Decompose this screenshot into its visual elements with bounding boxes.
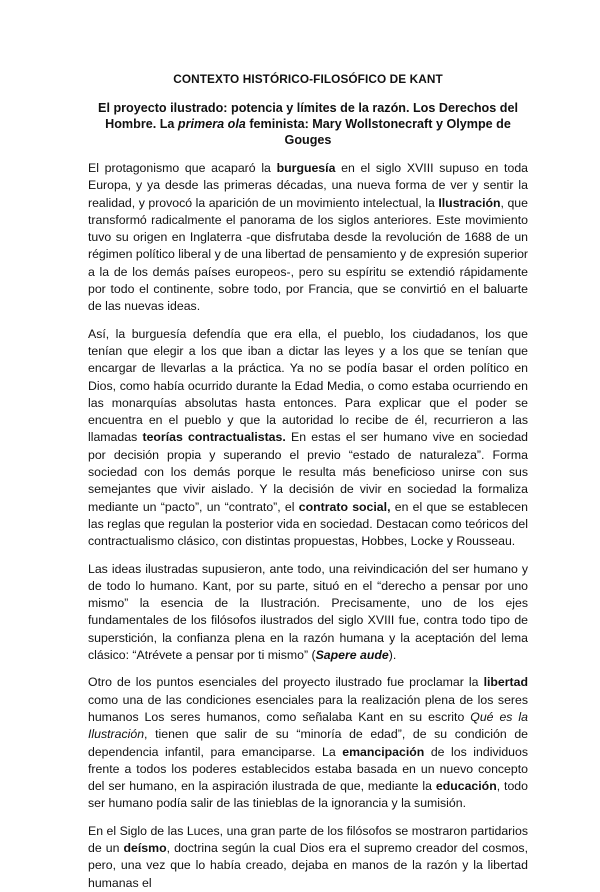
p4-bold-educacion: educación bbox=[435, 779, 497, 794]
paragraph-deismo bbox=[88, 823, 528, 892]
subtitle-text-b: feminista: Mary Wollstonecraft y Olympe de Gouges bbox=[245, 117, 511, 147]
p2-bold-teorias: teorías contractualistas. bbox=[142, 430, 286, 445]
p1-text-3: , que transformó radicalmente el panorama de los siglos anteriores. Este movimiento tuvo su origen en Inglaterra -que disfrutaba desde la revolución de 1688 de un régimen político liberal y de una libertad de pensamiento y de expresión superior a la de los demás países europeos-, pero su espíritu se extendió rápidamente por todo el continente, sobre todo, por Francia, que se convirtió en el baluarte de las nuevas ideas. bbox=[88, 195, 528, 314]
p4-text-4: de los individuos frente a todos los poderes establecidos estaba basada en un nuevo concepto del ser humano, en la aspiración ilustrada de que, mediante la bbox=[88, 744, 528, 794]
paragraph-libertad bbox=[88, 674, 528, 812]
p4-bold-emancipacion: emancipación bbox=[342, 744, 425, 759]
p3-text-1: Las ideas ilustradas supusieron, ante todo, una reivindicación del ser humano y de todo lo humano. Kant, por su parte, situó en el “derecho a pensar por uno mismo” la esencia de la Ilustración. Precisamente, uno de los ejes fundamentales de los filósofos ilustrados del siglo XVIII fue, contra todo tipo de superstición, la confianza plena en la razón humana y la aceptación del lema clásico: “Atrévete a pensar por ti mismo” ( bbox=[88, 561, 528, 663]
p4-text-1: Otro de los puntos esenciales del proyecto ilustrado fue proclamar la bbox=[88, 675, 484, 690]
subtitle-emphasis: primera ola bbox=[177, 117, 246, 131]
p3-bold-italic-sapere-aude: Sapere aude bbox=[315, 648, 389, 663]
p5-text-1: En el Siglo de las Luces, una gran parte de los filósofos se mostraron partidarios de un bbox=[88, 823, 528, 855]
p1-text-2: en el siglo XVIII supuso en toda Europa, y ya desde las primeras décadas, una nueva forma de ver y sentir la realidad, y provocó la aparición de un movimiento intelectual, la bbox=[88, 161, 528, 210]
document-title: CONTEXTO HISTÓRICO-FILOSÓFICO DE KANT bbox=[173, 72, 443, 86]
p4-text-3: , tienen que salir de su “minoría de edad”, de su condición de dependencia infantil, para emanciparse. La bbox=[88, 727, 528, 759]
p5-bold-deismo: deísmo bbox=[123, 840, 167, 855]
p1-bold-ilustracion: Ilustración bbox=[438, 195, 501, 210]
p2-text-3: en el que se establecen las reglas que regulan la posterior vida en sociedad. Destacan como teóricos del contractualismo clásico, con distintas propuestas, Hobbes, Locke y Rousseau. bbox=[88, 499, 528, 549]
p1-bold-burguesia: burguesía bbox=[276, 161, 336, 175]
p2-bold-contrato: contrato social, bbox=[298, 499, 391, 514]
paragraph-ideas-ilustradas bbox=[88, 561, 528, 665]
p4-bold-libertad: libertad bbox=[483, 675, 528, 690]
p3-text-2: ). bbox=[388, 648, 397, 663]
subtitle-text-a: El proyecto ilustrado: potencia y límites de la razón. Los Derechos del Hombre. La bbox=[98, 101, 518, 131]
p2-text-1: Así, la burguesía defendía que era ella, el pueblo, los ciudadanos, los que tenían que elegir a los que iban a dictar las leyes y a los que se tenían que encargar de llevarlas a la práctica. Ya no se podía basar el orden político en Dios, como había ocurrido durante la Edad Media, o como estaba ocurriendo en las monarquías absolutas hasta entonces. Para explicar que el poder se encuentra en el pueblo y que la autoridad lo recibe de él, recurrieron a las llamadas bbox=[88, 326, 528, 445]
p2-text-2: En estas el ser humano vive en sociedad por decisión propia y superando el previo “estado de naturaleza”. Forma sociedad con los demás porque le resulta más beneficioso unirse con sus semejantes que vivir aislado. Y la decisión de vivir en sociedad la formaliza mediante un “pacto”, un “contrato”, el bbox=[88, 430, 529, 514]
paragraph-contractualismo bbox=[88, 326, 528, 551]
paragraph-burguesia bbox=[88, 160, 528, 316]
p5-text-2: , doctrina según la cual Dios era el supremo creador del cosmos, pero, una vez que lo había creado, dejaba en manos de la razón y la libertad humanas el bbox=[88, 840, 528, 890]
document-subtitle bbox=[88, 100, 528, 148]
p4-italic-que-es-la-ilustracion: Qué es la Ilustración bbox=[88, 709, 528, 742]
p4-text-2: como una de las condiciones esenciales para la realización plena de los seres humanos Los seres humanos, como señalaba Kant en su escrito bbox=[88, 692, 528, 724]
p4-text-5: , todo ser humano podía salir de las tinieblas de la ignorancia y la sumisión. bbox=[88, 779, 528, 811]
p1-text-1: El protagonismo que acaparó la bbox=[88, 161, 277, 175]
